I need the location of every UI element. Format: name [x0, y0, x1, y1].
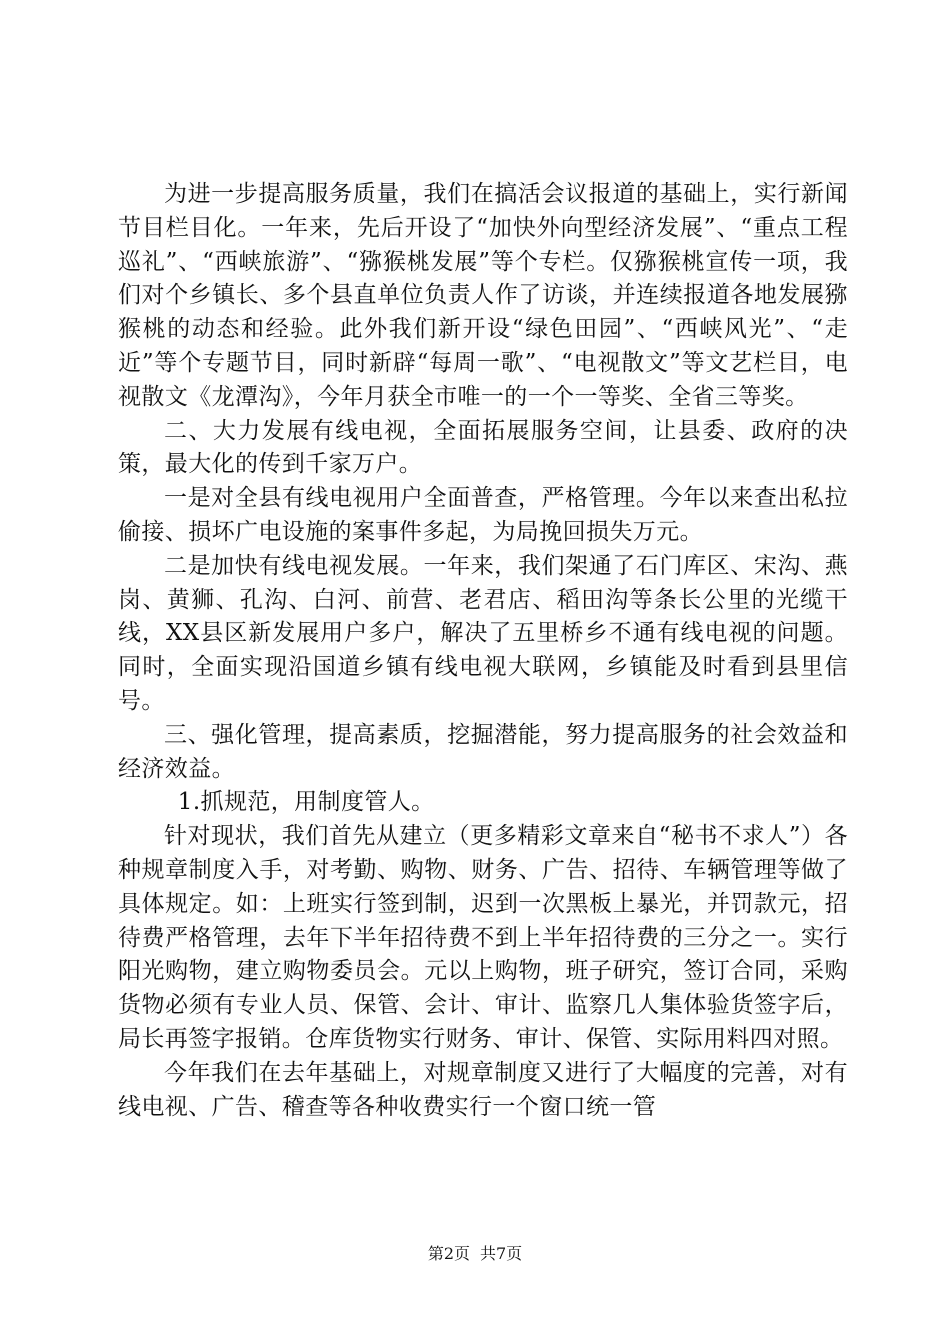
paragraph-section-three-heading: 三、强化管理，提高素质，挖掘潜能，努力提高服务的社会效益和经济效益。 — [118, 721, 848, 782]
paragraph-section-two-heading: 二、大力发展有线电视，全面拓展服务空间，让县委、政府的决策，最大化的传到千家万户。 — [118, 417, 848, 478]
paragraph-user-survey: 一是对全县有线电视用户全面普查，严格管理。今年以来查出私拉偷接、损坏广电设施的案事件多起，为局挽回损失万元。 — [118, 485, 848, 545]
paragraph-rules-establishment: 针对现状，我们首先从建立（更多精彩文章来自“秘书不求人”）各种规章制度入手，对考勤、购物、财务、广告、招待、车辆管理等做了具体规定。如：上班实行签到制，迟到一次黑板上暴光，并罚款元，招待费严格管理，去年下半年招待费不到上半年招待费的三分之一。实行阳光购物，建立购物委员会。元以上购物，班子研究，签订合同，采购货物必须有专业人员、保管、会计、审计、监察几人集体验货签字后，局长再签字报销。仓库货物实行财务、审计、保管、实际用料四对照。 — [118, 823, 848, 1052]
paragraph-cable-development: 二是加快有线电视发展。一年来，我们架通了石门库区、宋沟、燕岗、黄狮、孔沟、白河、前营、老君店、稻田沟等条长公里的光缆干线，XX县区新发展用户多户，解决了五里桥乡不通有线电视的问题。同时，全面实现沿国道乡镇有线电视大联网，乡镇能及时看到县里信号。 — [118, 552, 848, 714]
document-body — [118, 178, 848, 1124]
page-number: 第2页 — [427, 1244, 470, 1263]
paragraph-column-naming: 为进一步提高服务质量，我们在搞活会议报道的基础上，实行新闻节目栏目化。一年来，先后开设了“加快外向型经济发展”、“重点工程巡礼”、“西峡旅游”、“猕猴桃发展”等个专栏。仅猕猴桃宣传一项，我们对个乡镇长、多个县直单位负责人作了访谈，并连续报道各地发展猕猴桃的动态和经验。此外我们新开设“绿色田园”、“西峡风光”、“走近”等个专题节目，同时新辟“每周一歌”、“电视散文”等文艺栏目，电视散文《龙潭沟》，今年月获全市唯一的一个一等奖、全省三等奖。 — [118, 181, 848, 410]
paragraph-item-one-heading: 1.抓规范，用制度管人。 — [177, 789, 435, 816]
page-footer — [0, 1244, 950, 1264]
paragraph-rules-improvement: 今年我们在去年基础上，对规章制度又进行了大幅度的完善，对有线电视、广告、稽查等各种收费实行一个窗口统一管 — [118, 1059, 848, 1120]
page-total: 共7页 — [480, 1244, 523, 1263]
